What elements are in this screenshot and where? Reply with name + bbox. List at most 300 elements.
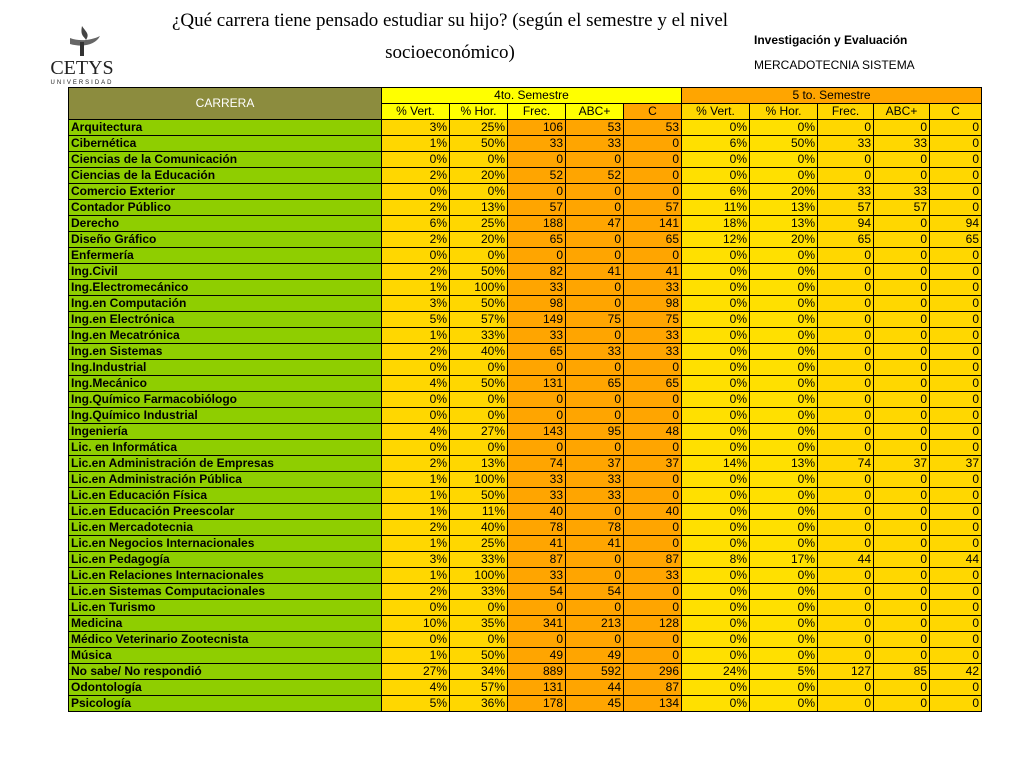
cell-5to: 0 [874, 552, 930, 568]
cell-5to: 0 [930, 504, 982, 520]
cell-5to: 0 [930, 568, 982, 584]
cell-4to: 33 [624, 280, 682, 296]
dept-line-1: Investigación y Evaluación [754, 33, 908, 47]
sub-header: % Vert. [682, 104, 750, 120]
cell-4to: 50% [450, 648, 508, 664]
cell-4to: 33 [624, 328, 682, 344]
cell-4to: 0 [624, 392, 682, 408]
cell-4to: 27% [382, 664, 450, 680]
cell-5to: 0 [818, 248, 874, 264]
cell-4to: 37 [624, 456, 682, 472]
cell-5to: 0 [874, 632, 930, 648]
cell-5to: 14% [682, 456, 750, 472]
cell-5to: 0% [750, 296, 818, 312]
cell-5to: 0 [874, 312, 930, 328]
cell-5to: 0% [750, 376, 818, 392]
cell-5to: 0 [930, 440, 982, 456]
cell-4to: 95 [566, 424, 624, 440]
cell-4to: 0% [382, 632, 450, 648]
cell-4to: 0 [508, 408, 566, 424]
sub-header: ABC+ [566, 104, 624, 120]
cell-5to: 13% [750, 216, 818, 232]
cell-4to: 33 [508, 328, 566, 344]
torch-icon [40, 22, 124, 86]
career-name: Lic.en Turismo [69, 600, 382, 616]
career-name: Derecho [69, 216, 382, 232]
cell-4to: 2% [382, 168, 450, 184]
cell-5to: 0 [874, 216, 930, 232]
cell-5to: 0 [874, 504, 930, 520]
career-name: Ing.Electromecánico [69, 280, 382, 296]
cell-5to: 0 [818, 488, 874, 504]
cell-4to: 50% [450, 136, 508, 152]
cell-5to: 0 [930, 520, 982, 536]
cell-4to: 0 [566, 360, 624, 376]
cell-4to: 0% [382, 408, 450, 424]
table-row [69, 280, 982, 296]
cell-5to: 0 [874, 152, 930, 168]
cell-4to: 2% [382, 232, 450, 248]
cell-5to: 0 [930, 648, 982, 664]
cell-5to: 0 [874, 648, 930, 664]
sub-header: Frec. [818, 104, 874, 120]
cell-4to: 213 [566, 616, 624, 632]
cell-4to: 0 [566, 632, 624, 648]
cell-4to: 33 [566, 472, 624, 488]
cell-5to: 0 [818, 648, 874, 664]
cell-5to: 0 [818, 504, 874, 520]
cell-4to: 1% [382, 568, 450, 584]
cell-5to: 0 [874, 536, 930, 552]
cell-4to: 11% [450, 504, 508, 520]
sub-header: % Hor. [750, 104, 818, 120]
cell-4to: 1% [382, 536, 450, 552]
table-row [69, 536, 982, 552]
cell-5to: 33 [818, 184, 874, 200]
career-name: Lic.en Administración de Empresas [69, 456, 382, 472]
career-name: Ing.Industrial [69, 360, 382, 376]
cell-4to: 53 [566, 120, 624, 136]
cell-5to: 94 [818, 216, 874, 232]
cell-4to: 78 [508, 520, 566, 536]
cell-5to: 0 [930, 184, 982, 200]
cell-5to: 0% [750, 312, 818, 328]
table-row [69, 584, 982, 600]
cell-5to: 0% [750, 344, 818, 360]
cell-4to: 35% [450, 616, 508, 632]
cell-5to: 18% [682, 216, 750, 232]
title-line-1: ¿Qué carrera tiene pensado estudiar su hijo? (según el semestre y el nivel [171, 10, 729, 31]
cell-5to: 0% [750, 280, 818, 296]
cell-4to: 0 [624, 648, 682, 664]
cell-4to: 44 [566, 680, 624, 696]
table-row [69, 456, 982, 472]
cell-4to: 0 [566, 248, 624, 264]
cell-5to: 33 [818, 136, 874, 152]
cell-4to: 143 [508, 424, 566, 440]
cell-5to: 0% [682, 312, 750, 328]
cell-5to: 0 [930, 296, 982, 312]
cell-5to: 0 [818, 616, 874, 632]
cell-4to: 1% [382, 472, 450, 488]
cell-5to: 0 [874, 424, 930, 440]
cell-4to: 131 [508, 680, 566, 696]
cell-4to: 40% [450, 520, 508, 536]
cell-4to: 54 [566, 584, 624, 600]
cell-5to: 0% [750, 648, 818, 664]
cell-5to: 0 [818, 408, 874, 424]
svg-text:CETYS: CETYS [50, 57, 114, 79]
table-row [69, 248, 982, 264]
cell-5to: 0% [682, 328, 750, 344]
cell-4to: 6% [382, 216, 450, 232]
cell-4to: 0 [566, 392, 624, 408]
cell-4to: 0 [566, 568, 624, 584]
cell-4to: 0 [624, 440, 682, 456]
cell-5to: 0 [874, 344, 930, 360]
cell-5to: 0% [750, 248, 818, 264]
cell-4to: 52 [566, 168, 624, 184]
cell-4to: 4% [382, 680, 450, 696]
cell-4to: 87 [624, 552, 682, 568]
cell-4to: 33 [508, 136, 566, 152]
cell-4to: 33 [566, 488, 624, 504]
cell-5to: 0 [818, 312, 874, 328]
table-row [69, 296, 982, 312]
cell-4to: 87 [624, 680, 682, 696]
cell-4to: 10% [382, 616, 450, 632]
cell-5to: 0% [750, 632, 818, 648]
cell-5to: 57 [818, 200, 874, 216]
cell-4to: 100% [450, 568, 508, 584]
cell-5to: 0% [682, 264, 750, 280]
cell-4to: 50% [450, 296, 508, 312]
cell-4to: 3% [382, 552, 450, 568]
cell-4to: 40 [624, 504, 682, 520]
cell-4to: 5% [382, 312, 450, 328]
cell-5to: 0 [818, 168, 874, 184]
cell-4to: 0% [382, 152, 450, 168]
cell-4to: 100% [450, 472, 508, 488]
cell-4to: 50% [450, 376, 508, 392]
cell-5to: 20% [750, 232, 818, 248]
cell-5to: 0% [750, 360, 818, 376]
sub-header: Frec. [508, 104, 566, 120]
cell-5to: 0% [750, 696, 818, 712]
career-name: Ing.en Mecatrónica [69, 328, 382, 344]
cell-5to: 0 [874, 680, 930, 696]
cell-5to: 0% [750, 584, 818, 600]
cell-5to: 0 [930, 472, 982, 488]
cell-5to: 0% [682, 520, 750, 536]
cell-4to: 41 [566, 264, 624, 280]
cell-5to: 0 [818, 472, 874, 488]
cell-4to: 75 [624, 312, 682, 328]
cell-5to: 0% [682, 360, 750, 376]
cell-4to: 49 [508, 648, 566, 664]
cell-5to: 0 [874, 376, 930, 392]
cell-4to: 0% [382, 600, 450, 616]
sub-header: C [930, 104, 982, 120]
cell-5to: 0 [874, 696, 930, 712]
cell-5to: 12% [682, 232, 750, 248]
cell-5to: 0 [874, 392, 930, 408]
career-name: Ing.en Sistemas [69, 344, 382, 360]
cell-5to: 0% [682, 296, 750, 312]
cell-4to: 1% [382, 136, 450, 152]
cell-5to: 0% [682, 616, 750, 632]
cell-5to: 0 [930, 696, 982, 712]
cell-5to: 0% [750, 424, 818, 440]
cell-5to: 0 [874, 168, 930, 184]
table-row [69, 472, 982, 488]
cell-4to: 0 [624, 248, 682, 264]
cell-5to: 0 [874, 568, 930, 584]
cell-5to: 0 [818, 600, 874, 616]
table-row [69, 216, 982, 232]
cell-4to: 33% [450, 584, 508, 600]
cell-4to: 0 [566, 552, 624, 568]
cell-4to: 1% [382, 648, 450, 664]
cell-5to: 0% [750, 472, 818, 488]
cell-4to: 1% [382, 488, 450, 504]
table-row [69, 648, 982, 664]
cell-4to: 4% [382, 424, 450, 440]
cell-5to: 0% [750, 504, 818, 520]
cell-5to: 6% [682, 136, 750, 152]
cell-5to: 20% [750, 184, 818, 200]
cell-4to: 82 [508, 264, 566, 280]
cell-4to: 0% [450, 600, 508, 616]
cell-4to: 0 [624, 360, 682, 376]
cell-5to: 0 [930, 680, 982, 696]
cell-4to: 0 [566, 296, 624, 312]
cell-4to: 0 [508, 392, 566, 408]
cell-5to: 8% [682, 552, 750, 568]
cell-5to: 0% [750, 392, 818, 408]
cell-5to: 24% [682, 664, 750, 680]
cell-4to: 0 [508, 152, 566, 168]
cell-4to: 0 [624, 152, 682, 168]
cell-4to: 33% [450, 552, 508, 568]
cell-5to: 0 [874, 440, 930, 456]
cell-5to: 0 [930, 312, 982, 328]
table-row [69, 392, 982, 408]
cell-5to: 0% [750, 168, 818, 184]
cell-5to: 57 [874, 200, 930, 216]
cell-4to: 57% [450, 680, 508, 696]
cell-4to: 0% [450, 360, 508, 376]
career-name: Diseño Gráfico [69, 232, 382, 248]
cell-4to: 40 [508, 504, 566, 520]
cell-4to: 36% [450, 696, 508, 712]
cell-5to: 0 [930, 248, 982, 264]
cell-5to: 0 [818, 264, 874, 280]
cell-4to: 0 [624, 632, 682, 648]
cell-5to: 0 [930, 616, 982, 632]
cell-5to: 0 [874, 296, 930, 312]
table-row [69, 184, 982, 200]
cell-4to: 54 [508, 584, 566, 600]
cell-5to: 0 [930, 584, 982, 600]
cell-5to: 0% [750, 152, 818, 168]
cell-4to: 0 [624, 184, 682, 200]
cell-5to: 0% [682, 120, 750, 136]
table-row [69, 120, 982, 136]
career-name: Lic.en Pedagogía [69, 552, 382, 568]
cell-5to: 0 [874, 600, 930, 616]
cell-5to: 0 [818, 120, 874, 136]
cell-4to: 49 [566, 648, 624, 664]
cell-5to: 94 [930, 216, 982, 232]
cell-4to: 0 [624, 584, 682, 600]
table-row [69, 520, 982, 536]
career-name: Cibernética [69, 136, 382, 152]
cell-5to: 0 [818, 152, 874, 168]
svg-text:UNIVERSIDAD: UNIVERSIDAD [50, 80, 114, 86]
table-row [69, 680, 982, 696]
cell-5to: 0 [818, 520, 874, 536]
cell-4to: 0 [508, 184, 566, 200]
cell-4to: 33% [450, 328, 508, 344]
table-row [69, 168, 982, 184]
career-name: Psicología [69, 696, 382, 712]
cell-4to: 2% [382, 520, 450, 536]
cell-4to: 45 [566, 696, 624, 712]
cell-4to: 65 [508, 232, 566, 248]
cell-5to: 0 [874, 616, 930, 632]
cell-4to: 48 [624, 424, 682, 440]
cell-4to: 0 [566, 600, 624, 616]
cell-4to: 33 [624, 568, 682, 584]
cell-4to: 0 [624, 488, 682, 504]
cell-5to: 0 [818, 696, 874, 712]
cell-5to: 0 [818, 536, 874, 552]
group-header-4to: 4to. Semestre [382, 88, 682, 104]
cell-4to: 52 [508, 168, 566, 184]
career-name: Lic.en Educación Física [69, 488, 382, 504]
table-row [69, 440, 982, 456]
cell-4to: 0% [450, 152, 508, 168]
career-name: Lic.en Negocios Internacionales [69, 536, 382, 552]
cell-4to: 0 [508, 440, 566, 456]
cell-4to: 0 [566, 504, 624, 520]
cell-4to: 0 [566, 152, 624, 168]
cell-5to: 33 [874, 136, 930, 152]
cell-5to: 50% [750, 136, 818, 152]
table-row [69, 232, 982, 248]
cell-5to: 0 [874, 408, 930, 424]
cell-4to: 0 [566, 328, 624, 344]
cell-5to: 0 [818, 568, 874, 584]
table-row [69, 312, 982, 328]
cell-5to: 0% [682, 408, 750, 424]
cell-5to: 0 [818, 584, 874, 600]
cell-5to: 0 [874, 232, 930, 248]
cell-5to: 33 [874, 184, 930, 200]
cell-4to: 128 [624, 616, 682, 632]
cell-5to: 0 [874, 328, 930, 344]
cell-5to: 0% [682, 376, 750, 392]
cell-4to: 178 [508, 696, 566, 712]
cell-5to: 0% [682, 600, 750, 616]
cell-4to: 41 [624, 264, 682, 280]
table-row [69, 424, 982, 440]
cell-5to: 127 [818, 664, 874, 680]
table-row [69, 376, 982, 392]
cell-4to: 0 [566, 184, 624, 200]
dept-line-2: MERCADOTECNIA SISTEMA [754, 58, 915, 72]
cell-4to: 13% [450, 456, 508, 472]
career-name: Lic. en Informática [69, 440, 382, 456]
cell-4to: 106 [508, 120, 566, 136]
table-row [69, 568, 982, 584]
cell-5to: 13% [750, 200, 818, 216]
cell-4to: 33 [566, 344, 624, 360]
career-name: Odontología [69, 680, 382, 696]
cell-4to: 98 [508, 296, 566, 312]
career-name: Lic.en Administración Pública [69, 472, 382, 488]
cell-5to: 0% [682, 248, 750, 264]
cell-5to: 0 [930, 200, 982, 216]
cell-4to: 0 [566, 440, 624, 456]
table-row [69, 696, 982, 712]
carrera-header: CARRERA [69, 88, 382, 120]
cell-5to: 0 [930, 488, 982, 504]
career-name: Comercio Exterior [69, 184, 382, 200]
cell-5to: 0 [930, 376, 982, 392]
cell-4to: 0 [566, 232, 624, 248]
career-name: Ing.en Electrónica [69, 312, 382, 328]
cell-5to: 0 [818, 360, 874, 376]
career-name: Ing.Mecánico [69, 376, 382, 392]
cell-4to: 25% [450, 120, 508, 136]
cell-5to: 0 [930, 120, 982, 136]
cell-5to: 0% [682, 152, 750, 168]
cell-5to: 0 [930, 392, 982, 408]
cell-5to: 5% [750, 664, 818, 680]
cell-4to: 34% [450, 664, 508, 680]
cell-4to: 33 [508, 280, 566, 296]
cell-4to: 0 [566, 200, 624, 216]
cell-4to: 100% [450, 280, 508, 296]
career-name: Ing.Civil [69, 264, 382, 280]
table-row [69, 504, 982, 520]
cell-5to: 0 [818, 440, 874, 456]
cell-5to: 0% [682, 696, 750, 712]
cell-4to: 3% [382, 120, 450, 136]
cell-5to: 0% [750, 408, 818, 424]
cell-4to: 33 [508, 488, 566, 504]
cell-5to: 0% [750, 328, 818, 344]
cell-5to: 0% [682, 440, 750, 456]
cell-4to: 1% [382, 328, 450, 344]
sub-header: % Vert. [382, 104, 450, 120]
cell-4to: 65 [624, 376, 682, 392]
cell-4to: 0% [450, 440, 508, 456]
cell-5to: 0% [750, 488, 818, 504]
cell-4to: 0 [624, 408, 682, 424]
cell-5to: 0% [682, 392, 750, 408]
cell-4to: 57 [624, 200, 682, 216]
cell-5to: 0 [818, 328, 874, 344]
cell-5to: 13% [750, 456, 818, 472]
cell-4to: 0% [382, 360, 450, 376]
cell-4to: 188 [508, 216, 566, 232]
cell-5to: 0 [874, 488, 930, 504]
cell-5to: 0% [682, 536, 750, 552]
cell-5to: 0 [930, 344, 982, 360]
